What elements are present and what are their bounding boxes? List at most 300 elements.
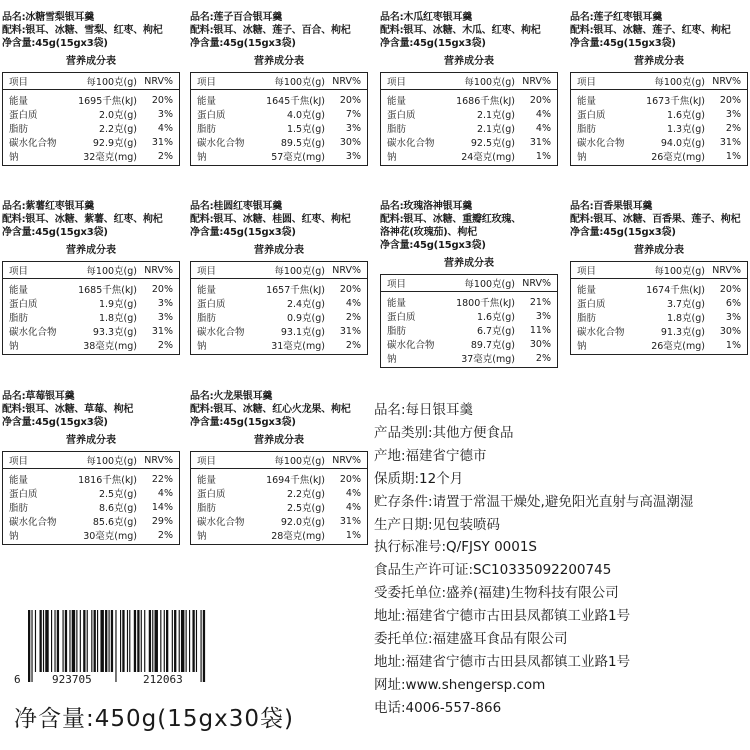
- nutrition-title: 营养成分表: [254, 245, 304, 256]
- net-weight: 净含量:45g(15gx3袋): [2, 227, 108, 238]
- nutrition-row: [191, 107, 367, 121]
- nutrition-title: 营养成分表: [254, 56, 304, 67]
- nutrient-nrv: 1%: [725, 150, 741, 162]
- nutrient-nrv: 31%: [339, 325, 361, 337]
- nutrient-amount: 32毫克(mg): [83, 152, 137, 163]
- nutrition-header: [3, 73, 179, 90]
- product-card: [190, 390, 368, 545]
- nutrient-nrv: 31%: [339, 515, 361, 527]
- nutrient-nrv: 30%: [719, 325, 741, 337]
- nutrition-header: [3, 262, 179, 279]
- nutrition-table: [2, 72, 180, 166]
- nutrient-amount: 1.8克(g): [666, 313, 705, 324]
- nutrient-amount: 38毫克(mg): [83, 341, 137, 352]
- nutrient-name: 蛋白质: [9, 299, 38, 310]
- nutrient-nrv: 2%: [725, 122, 741, 134]
- header-item: 项目: [9, 456, 29, 467]
- nutrient-nrv: 20%: [719, 94, 741, 106]
- nutrition-header: [381, 275, 557, 292]
- nutrient-amount: 2.2克(g): [286, 489, 325, 500]
- nutrient-amount: 92.5克(g): [470, 138, 515, 149]
- ingredients: 配料:银耳、冰糖、雪梨、红枣、枸杞: [2, 25, 163, 36]
- nutrient-amount: 1816千焦(kJ): [78, 475, 137, 486]
- nutrient-nrv: 14%: [151, 501, 173, 513]
- nutrition-row: [191, 296, 367, 310]
- nutrient-nrv: 3%: [725, 108, 741, 120]
- nutrient-nrv: 4%: [535, 122, 551, 134]
- nutrient-nrv: 1%: [345, 529, 361, 541]
- nutrient-amount: 92.0克(g): [280, 517, 325, 528]
- nutrient-nrv: 20%: [719, 283, 741, 295]
- nutrition-row: [381, 149, 557, 163]
- nutrient-name: 钠: [387, 152, 397, 163]
- header-per100: 每100克(g): [274, 77, 325, 88]
- nutrient-amount: 1645千焦(kJ): [266, 96, 325, 107]
- ingredients: 配料:银耳、冰糖、百香果、莲子、枸杞: [570, 214, 741, 225]
- header-per100: 每100克(g): [86, 266, 137, 277]
- nutrition-title: 营养成分表: [444, 56, 494, 67]
- nutrition-table: [570, 261, 748, 355]
- product-name: 品名:百香果银耳羹: [570, 201, 653, 212]
- nutrient-nrv: 4%: [345, 487, 361, 499]
- info-line: 生产日期:见包装喷码: [374, 516, 501, 533]
- header-per100: 每100克(g): [654, 266, 705, 277]
- nutrient-name: 蛋白质: [9, 489, 38, 500]
- nutrient-name: 脂肪: [387, 326, 407, 337]
- nutrient-amount: 4.0克(g): [286, 110, 325, 121]
- nutrition-row: [3, 528, 179, 542]
- nutrient-name: 蛋白质: [577, 110, 606, 121]
- nutrition-row: [381, 309, 557, 323]
- barcode-digit-first: 6: [14, 673, 21, 686]
- nutrient-amount: 24毫克(mg): [461, 152, 515, 163]
- ingredients: 配料:银耳、冰糖、桂圆、红枣、枸杞: [190, 214, 351, 225]
- nutrient-name: 蛋白质: [577, 299, 606, 310]
- nutrient-name: 钠: [387, 354, 397, 365]
- nutrient-amount: 1695千焦(kJ): [78, 96, 137, 107]
- header-nrv: NRV%: [332, 264, 361, 276]
- nutrient-nrv: 3%: [157, 311, 173, 323]
- nutrient-amount: 31毫克(mg): [271, 341, 325, 352]
- nutrient-name: 能量: [9, 96, 29, 107]
- nutrient-name: 蛋白质: [9, 110, 38, 121]
- ingredients: 洛神花(玫瑰茄)、枸杞: [380, 227, 477, 238]
- nutrition-row: [3, 514, 179, 528]
- nutrition-row: [191, 135, 367, 149]
- nutrition-row: [3, 486, 179, 500]
- nutrition-title: 营养成分表: [66, 245, 116, 256]
- nutrient-amount: 2.1克(g): [476, 124, 515, 135]
- nutrient-nrv: 22%: [151, 473, 173, 485]
- net-weight: 净含量:45g(15gx3袋): [2, 417, 108, 428]
- nutrient-name: 碳水化合物: [387, 340, 435, 351]
- nutrient-amount: 26毫克(mg): [651, 341, 705, 352]
- header-item: 项目: [9, 266, 29, 277]
- product-name: 品名:莲子百合银耳羹: [190, 12, 282, 23]
- nutrient-nrv: 31%: [151, 136, 173, 148]
- info-line: 产品类别:其他方便食品: [374, 424, 514, 441]
- nutrient-amount: 89.5克(g): [280, 138, 325, 149]
- header-item: 项目: [197, 266, 217, 277]
- header-per100: 每100克(g): [464, 279, 515, 290]
- nutrient-name: 脂肪: [197, 313, 217, 324]
- header-nrv: NRV%: [144, 264, 173, 276]
- ingredients: 配料:银耳、冰糖、莲子、红枣、枸杞: [570, 25, 731, 36]
- product-card: [2, 11, 180, 166]
- nutrition-row: [3, 472, 179, 486]
- nutrient-amount: 91.3克(g): [660, 327, 705, 338]
- nutrient-name: 能量: [577, 285, 597, 296]
- nutrition-row: [381, 337, 557, 351]
- product-name: 品名:木瓜红枣银耳羹: [380, 12, 472, 23]
- product-card: [380, 11, 558, 166]
- nutrition-title: 营养成分表: [66, 435, 116, 446]
- nutrition-title: 营养成分表: [66, 56, 116, 67]
- nutrition-row: [571, 310, 747, 324]
- net-weight: 净含量:45g(15gx3袋): [2, 38, 108, 49]
- net-weight: 净含量:45g(15gx3袋): [380, 38, 486, 49]
- nutrition-table: [190, 261, 368, 355]
- nutrient-amount: 1657千焦(kJ): [266, 285, 325, 296]
- product-card: [2, 200, 180, 355]
- nutrient-nrv: 20%: [339, 94, 361, 106]
- nutrition-header: [571, 262, 747, 279]
- nutrient-name: 能量: [197, 475, 217, 486]
- header-item: 项目: [9, 77, 29, 88]
- nutrition-row: [3, 93, 179, 107]
- nutrition-table: [380, 274, 558, 368]
- nutrient-nrv: 2%: [157, 339, 173, 351]
- nutrient-amount: 1674千焦(kJ): [646, 285, 705, 296]
- net-weight: 净含量:45g(15gx3袋): [190, 227, 296, 238]
- nutrition-table: [190, 72, 368, 166]
- nutrition-row: [191, 121, 367, 135]
- nutrient-amount: 2.4克(g): [286, 299, 325, 310]
- nutrition-row: [571, 93, 747, 107]
- nutrient-amount: 28毫克(mg): [271, 531, 325, 542]
- nutrition-row: [3, 338, 179, 352]
- header-nrv: NRV%: [144, 454, 173, 466]
- nutrient-amount: 6.7克(g): [476, 326, 515, 337]
- net-weight-total: 净含量:450g(15gx30袋): [14, 706, 294, 732]
- product-card: [570, 200, 748, 355]
- nutrient-amount: 1686千焦(kJ): [456, 96, 515, 107]
- nutrition-row: [3, 121, 179, 135]
- nutrient-name: 蛋白质: [197, 489, 226, 500]
- header-per100: 每100克(g): [86, 77, 137, 88]
- nutrient-nrv: 4%: [345, 501, 361, 513]
- header-nrv: NRV%: [522, 75, 551, 87]
- header-item: 项目: [387, 77, 407, 88]
- nutrient-nrv: 3%: [157, 108, 173, 120]
- barcode: [28, 610, 208, 682]
- nutrition-row: [3, 296, 179, 310]
- nutrient-nrv: 31%: [529, 136, 551, 148]
- nutrient-name: 脂肪: [197, 503, 217, 514]
- nutrient-nrv: 30%: [339, 136, 361, 148]
- nutrition-row: [191, 324, 367, 338]
- nutrient-name: 能量: [577, 96, 597, 107]
- nutrient-nrv: 2%: [157, 529, 173, 541]
- nutrient-name: 脂肪: [197, 124, 217, 135]
- nutrient-amount: 1673千焦(kJ): [646, 96, 705, 107]
- header-item: 项目: [387, 279, 407, 290]
- nutrient-name: 脂肪: [9, 503, 29, 514]
- nutrient-name: 能量: [9, 475, 29, 486]
- nutrient-name: 蛋白质: [387, 312, 416, 323]
- nutrient-name: 碳水化合物: [577, 138, 625, 149]
- header-per100: 每100克(g): [274, 456, 325, 467]
- product-name: 品名:火龙果银耳羹: [190, 391, 273, 402]
- nutrient-name: 蛋白质: [197, 299, 226, 310]
- nutrition-table: [380, 72, 558, 166]
- product-card: [190, 200, 368, 355]
- nutrient-nrv: 29%: [151, 515, 173, 527]
- info-line: 执行标准号:Q/FJSY 0001S: [374, 539, 538, 556]
- nutrition-table: [190, 451, 368, 545]
- info-line: 保质期:12个月: [374, 470, 464, 487]
- nutrient-nrv: 4%: [535, 108, 551, 120]
- nutrient-amount: 93.1克(g): [280, 327, 325, 338]
- nutrient-name: 蛋白质: [197, 110, 226, 121]
- nutrient-name: 蛋白质: [387, 110, 416, 121]
- nutrient-amount: 57毫克(mg): [271, 152, 325, 163]
- nutrient-amount: 85.6克(g): [92, 517, 137, 528]
- nutrient-name: 碳水化合物: [197, 517, 245, 528]
- ingredients: 配料:银耳、冰糖、草莓、枸杞: [2, 404, 134, 415]
- nutrient-amount: 3.7克(g): [666, 299, 705, 310]
- nutrient-amount: 1800千焦(kJ): [456, 298, 515, 309]
- info-line: 食品生产许可证:SC10335092200745: [374, 562, 612, 579]
- nutrient-amount: 1685千焦(kJ): [78, 285, 137, 296]
- net-weight: 净含量:45g(15gx3袋): [570, 38, 676, 49]
- nutrient-nrv: 1%: [725, 339, 741, 351]
- nutrition-row: [571, 107, 747, 121]
- nutrient-amount: 92.9克(g): [92, 138, 137, 149]
- nutrient-amount: 8.6克(g): [98, 503, 137, 514]
- nutrition-row: [571, 135, 747, 149]
- nutrition-row: [3, 107, 179, 121]
- info-line: 网址:www.shengersp.com: [374, 676, 546, 693]
- info-line: 地址:福建省宁德市古田县凤都镇工业路1号: [374, 653, 631, 670]
- nutrient-nrv: 6%: [725, 297, 741, 309]
- nutrient-amount: 2.1克(g): [476, 110, 515, 121]
- ingredients: 配料:银耳、冰糖、紫薯、红枣、枸杞: [2, 214, 163, 225]
- nutrition-row: [3, 282, 179, 296]
- nutrient-name: 能量: [9, 285, 29, 296]
- nutrition-row: [571, 324, 747, 338]
- nutrient-amount: 1.5克(g): [286, 124, 325, 135]
- nutrition-row: [191, 93, 367, 107]
- nutrition-title: 营养成分表: [444, 258, 494, 269]
- nutrient-name: 脂肪: [577, 124, 597, 135]
- nutrient-amount: 26毫克(mg): [651, 152, 705, 163]
- nutrition-row: [191, 149, 367, 163]
- nutrition-table: [2, 451, 180, 545]
- nutrition-table: [2, 261, 180, 355]
- nutrient-nrv: 2%: [345, 311, 361, 323]
- nutrition-row: [3, 135, 179, 149]
- header-per100: 每100克(g): [654, 77, 705, 88]
- nutrition-header: [191, 73, 367, 90]
- nutrient-nrv: 3%: [157, 297, 173, 309]
- nutrition-row: [191, 310, 367, 324]
- header-per100: 每100克(g): [274, 266, 325, 277]
- nutrition-row: [191, 338, 367, 352]
- ingredients: 配料:银耳、冰糖、重瓣红玫瑰、: [380, 214, 521, 225]
- nutrient-name: 能量: [197, 96, 217, 107]
- nutrient-name: 碳水化合物: [387, 138, 435, 149]
- nutrient-amount: 1.3克(g): [666, 124, 705, 135]
- nutrition-row: [571, 282, 747, 296]
- header-item: 项目: [577, 266, 597, 277]
- nutrient-amount: 1694千焦(kJ): [266, 475, 325, 486]
- product-name: 品名:紫薯红枣银耳羹: [2, 201, 94, 212]
- nutrient-name: 能量: [387, 96, 407, 107]
- nutrient-amount: 1.6克(g): [476, 312, 515, 323]
- nutrition-row: [3, 149, 179, 163]
- header-item: 项目: [197, 77, 217, 88]
- nutrition-row: [381, 121, 557, 135]
- nutrition-row: [571, 296, 747, 310]
- net-weight: 净含量:45g(15gx3袋): [380, 240, 486, 251]
- nutrient-name: 碳水化合物: [197, 327, 245, 338]
- nutrient-name: 碳水化合物: [197, 138, 245, 149]
- nutrient-nrv: 1%: [535, 150, 551, 162]
- nutrient-amount: 37毫克(mg): [461, 354, 515, 365]
- nutrient-nrv: 20%: [151, 94, 173, 106]
- nutrient-nrv: 3%: [345, 150, 361, 162]
- nutrient-name: 脂肪: [9, 124, 29, 135]
- nutrition-row: [381, 135, 557, 149]
- nutrient-name: 钠: [9, 152, 19, 163]
- nutrition-row: [191, 514, 367, 528]
- nutrition-row: [191, 282, 367, 296]
- nutrient-name: 脂肪: [577, 313, 597, 324]
- info-line: 品名:每日银耳羹: [374, 402, 474, 418]
- nutrition-title: 营养成分表: [634, 56, 684, 67]
- nutrient-nrv: 11%: [529, 324, 551, 336]
- nutrient-nrv: 2%: [345, 339, 361, 351]
- nutrition-row: [571, 149, 747, 163]
- nutrient-nrv: 21%: [529, 296, 551, 308]
- nutrition-title: 营养成分表: [634, 245, 684, 256]
- nutrient-name: 钠: [9, 341, 19, 352]
- nutrition-header: [191, 452, 367, 469]
- nutrition-row: [571, 338, 747, 352]
- header-nrv: NRV%: [332, 454, 361, 466]
- nutrient-nrv: 30%: [529, 338, 551, 350]
- ingredients: 配料:银耳、冰糖、莲子、百合、枸杞: [190, 25, 351, 36]
- barcode-digits-left: 923705: [52, 673, 92, 686]
- nutrition-row: [191, 486, 367, 500]
- nutrient-name: 碳水化合物: [9, 138, 57, 149]
- header-nrv: NRV%: [712, 264, 741, 276]
- product-card: [2, 390, 180, 545]
- nutrition-row: [381, 351, 557, 365]
- nutrition-header: [571, 73, 747, 90]
- nutrition-row: [3, 500, 179, 514]
- nutrition-title: 营养成分表: [254, 435, 304, 446]
- net-weight: 净含量:45g(15gx3袋): [190, 38, 296, 49]
- nutrient-amount: 0.9克(g): [286, 313, 325, 324]
- nutrient-amount: 94.0克(g): [660, 138, 705, 149]
- header-per100: 每100克(g): [86, 456, 137, 467]
- info-line: 委托单位:福建盛耳食品有限公司: [374, 631, 568, 648]
- nutrient-nrv: 2%: [157, 150, 173, 162]
- nutrient-amount: 1.8克(g): [98, 313, 137, 324]
- info-line: 产地:福建省宁德市: [374, 447, 487, 464]
- product-card: [570, 11, 748, 166]
- nutrient-name: 碳水化合物: [9, 517, 57, 528]
- nutrient-nrv: 4%: [157, 487, 173, 499]
- nutrition-row: [571, 121, 747, 135]
- nutrition-row: [3, 310, 179, 324]
- nutrient-nrv: 3%: [345, 122, 361, 134]
- product-name: 品名:冰糖雪梨银耳羹: [2, 12, 94, 23]
- nutrient-amount: 89.7克(g): [470, 340, 515, 351]
- info-line: 受委托单位:盛养(福建)生物科技有限公司: [374, 585, 619, 602]
- product-info: [374, 399, 750, 720]
- nutrient-name: 脂肪: [387, 124, 407, 135]
- header-item: 项目: [197, 456, 217, 467]
- nutrient-nrv: 4%: [345, 297, 361, 309]
- nutrient-nrv: 20%: [151, 283, 173, 295]
- nutrient-amount: 2.5克(g): [98, 489, 137, 500]
- ingredients: 配料:银耳、冰糖、红心火龙果、枸杞: [190, 404, 351, 415]
- nutrient-amount: 30毫克(mg): [83, 531, 137, 542]
- nutrition-row: [381, 295, 557, 309]
- info-line: 电话:4006-557-866: [374, 699, 502, 716]
- nutrient-name: 钠: [197, 341, 207, 352]
- net-weight: 净含量:45g(15gx3袋): [190, 417, 296, 428]
- nutrient-nrv: 7%: [345, 108, 361, 120]
- nutrient-name: 钠: [577, 341, 587, 352]
- nutrition-row: [381, 93, 557, 107]
- product-name: 品名:莲子红枣银耳羹: [570, 12, 662, 23]
- nutrition-header: [381, 73, 557, 90]
- nutrient-name: 能量: [387, 298, 407, 309]
- nutrient-name: 钠: [197, 531, 207, 542]
- nutrient-name: 钠: [9, 531, 19, 542]
- nutrient-nrv: 20%: [529, 94, 551, 106]
- nutrient-nrv: 3%: [725, 311, 741, 323]
- nutrition-header: [191, 262, 367, 279]
- nutrient-nrv: 3%: [535, 310, 551, 322]
- nutrient-nrv: 31%: [719, 136, 741, 148]
- nutrition-row: [381, 107, 557, 121]
- nutrient-amount: 93.3克(g): [92, 327, 137, 338]
- nutrient-name: 钠: [197, 152, 207, 163]
- header-per100: 每100克(g): [464, 77, 515, 88]
- net-weight: 净含量:45g(15gx3袋): [570, 227, 676, 238]
- product-name: 品名:草莓银耳羹: [2, 391, 75, 402]
- header-nrv: NRV%: [522, 277, 551, 289]
- nutrition-row: [381, 323, 557, 337]
- nutrient-amount: 2.2克(g): [98, 124, 137, 135]
- nutrition-row: [191, 528, 367, 542]
- nutrient-nrv: 20%: [339, 473, 361, 485]
- nutrient-amount: 2.5克(g): [286, 503, 325, 514]
- nutrient-nrv: 20%: [339, 283, 361, 295]
- nutrition-row: [3, 324, 179, 338]
- nutrient-name: 能量: [197, 285, 217, 296]
- product-name: 品名:玫瑰洛神银耳羹: [380, 201, 472, 212]
- header-nrv: NRV%: [332, 75, 361, 87]
- nutrient-name: 碳水化合物: [577, 327, 625, 338]
- nutrient-name: 钠: [577, 152, 587, 163]
- nutrient-name: 碳水化合物: [9, 327, 57, 338]
